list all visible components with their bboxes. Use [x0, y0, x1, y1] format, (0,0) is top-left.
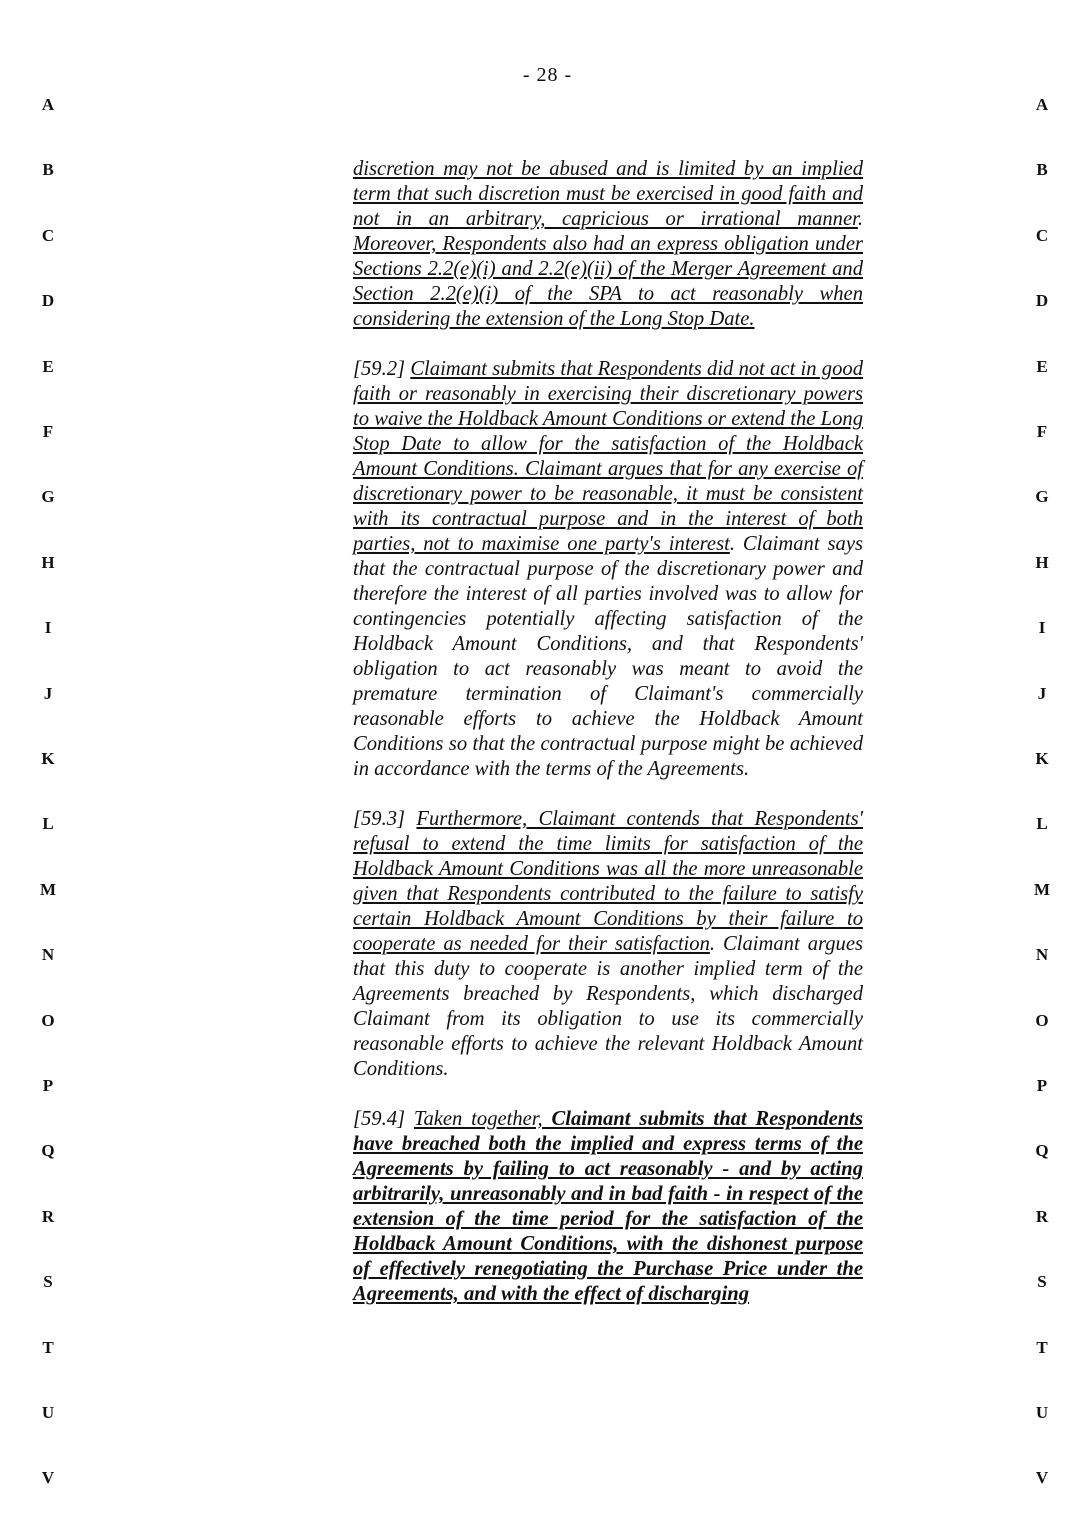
paragraph [353, 157, 863, 332]
page-number: - 28 - [522, 64, 573, 86]
right-margin-letter: S [1037, 1272, 1047, 1292]
right-margin-letter: Q [1035, 1141, 1049, 1161]
paragraph [353, 1107, 863, 1307]
left-margin-letter: O [41, 1010, 55, 1030]
left-margin-letter: R [41, 1206, 55, 1226]
left-margin-letter: U [41, 1403, 55, 1422]
right-margin-letter: R [1035, 1206, 1049, 1226]
left-margin-letter: Q [41, 1141, 55, 1161]
paragraph [353, 807, 863, 1082]
left-margin-letter: M [39, 879, 57, 899]
right-margin-letter: J [1037, 683, 1047, 703]
right-margin-letter: P [1036, 1076, 1048, 1095]
right-margin-letter: N [1035, 945, 1049, 965]
left-margin-letter: H [41, 552, 55, 572]
right-margin-letter: M [1033, 879, 1051, 899]
text-segment: [59.4] [353, 1108, 414, 1130]
right-margin-letter: D [1035, 291, 1049, 311]
text-segment: . Claimant says that the contractual purpose of the discretionary power and therefore the interest of all parties involved was to allow for contingencies potentially affecting satisfaction of the Holdback Amount Conditions, and that Respondents' obligation to act reasonably was meant to avoid the premature termination of Claimant's commercially reasonable efforts to achieve the Holdback Amount Conditions so that the contractual purpose might be achieved in accordance with the terms of the Agreements. [353, 533, 863, 780]
left-margin-letter: N [41, 945, 55, 965]
left-margin-letter: F [42, 422, 54, 441]
text-segment: Claimant submits that Respondents did not act in good faith or reasonably in exercising their discretionary powers to waive the Holdback Amount Conditions or extend the Long Stop Date to allow for the satisfaction of the Holdback Amount Conditions. Claimant argues that for any exercise of discretionary power to be reasonable, it must be consistent with its contractual purpose and in the interest of both parties, not to maximise one party's interest [353, 358, 863, 555]
left-margin-letter: C [41, 225, 55, 245]
left-margin-letter: G [41, 487, 55, 507]
text-segment: [59.3] [353, 808, 417, 830]
left-margin-letter: J [43, 683, 53, 703]
right-margin-letter: K [1035, 749, 1049, 768]
left-margin-letter: B [42, 160, 54, 180]
right-margin-letter: H [1035, 552, 1049, 572]
left-margin-letter: V [41, 1468, 55, 1488]
right-margin-letter: B [1036, 160, 1048, 180]
left-margin-letter: L [42, 814, 54, 834]
text-segment: Taken together, [413, 1108, 552, 1130]
right-margin-letter: A [1035, 95, 1049, 114]
right-margin-letter: L [1036, 814, 1048, 834]
right-margin-letter: F [1036, 422, 1048, 441]
right-margin-letter: U [1035, 1403, 1049, 1422]
right-margin-letter: E [1036, 356, 1048, 376]
right-margin-letter: T [1036, 1337, 1048, 1357]
text-segment: Moreover, Respondents also had an express obligation under Sections 2.2(e)(i) and 2.2(e)(ii) of the Merger Agreement and Section 2.2(e)(i) of the SPA to act reasonably when considering the extension of the Long Stop Date. [353, 233, 863, 330]
left-margin-letters [28, 0, 68, 1528]
right-margin-letter: I [1038, 618, 1046, 638]
text-segment: . [857, 208, 863, 230]
left-margin-letter: T [42, 1337, 54, 1357]
right-margin-letters [1022, 0, 1062, 1528]
left-margin-letter: A [41, 95, 55, 114]
right-margin-letter: G [1035, 487, 1049, 507]
left-margin-letter: S [43, 1272, 53, 1292]
left-margin-letter: D [41, 291, 55, 311]
paragraph [353, 357, 863, 782]
right-margin-letter: C [1035, 225, 1049, 245]
left-margin-letter: E [42, 356, 54, 376]
text-segment: . Claimant argues that this duty to cooperate is another implied term of the Agreements breached by Respondents, which discharged Claimant from its obligation to use its commercially reasonable efforts to achieve the relevant Holdback Amount Conditions. [353, 933, 864, 1080]
left-margin-letter: K [41, 749, 55, 768]
text-segment: [59.2] [353, 358, 411, 380]
judgment-text-body [353, 157, 863, 1332]
right-margin-letter: O [1035, 1010, 1049, 1030]
text-segment: Furthermore, Claimant contends that Respondents' refusal to extend the time limits for satisfaction of the Holdback Amount Conditions was all the more unreasonable given that Respondents contributed to the failure to satisfy certain Holdback Amount Conditions by their failure to cooperate as needed for their satisfaction [353, 808, 863, 955]
right-margin-letter: V [1035, 1468, 1049, 1488]
left-margin-letter: I [44, 618, 52, 638]
text-segment: discretion may not be abused and is limited by an implied term that such discretion must be exercised in good faith and not in an arbitrary, capricious or irrational manner [353, 158, 863, 230]
left-margin-letter: P [42, 1076, 54, 1095]
text-segment: Claimant submits that Respondents have breached both the implied and express terms of the Agreements by failing to act reasonably - and by acting arbitrarily, unreasonably and in bad faith - in respect of the extension of the time period for the satisfaction of the Holdback Amount Conditions, with the dishonest purpose of effectively renegotiating the Purchase Price under the Agreements, and with the effect of discharging [353, 1108, 863, 1305]
